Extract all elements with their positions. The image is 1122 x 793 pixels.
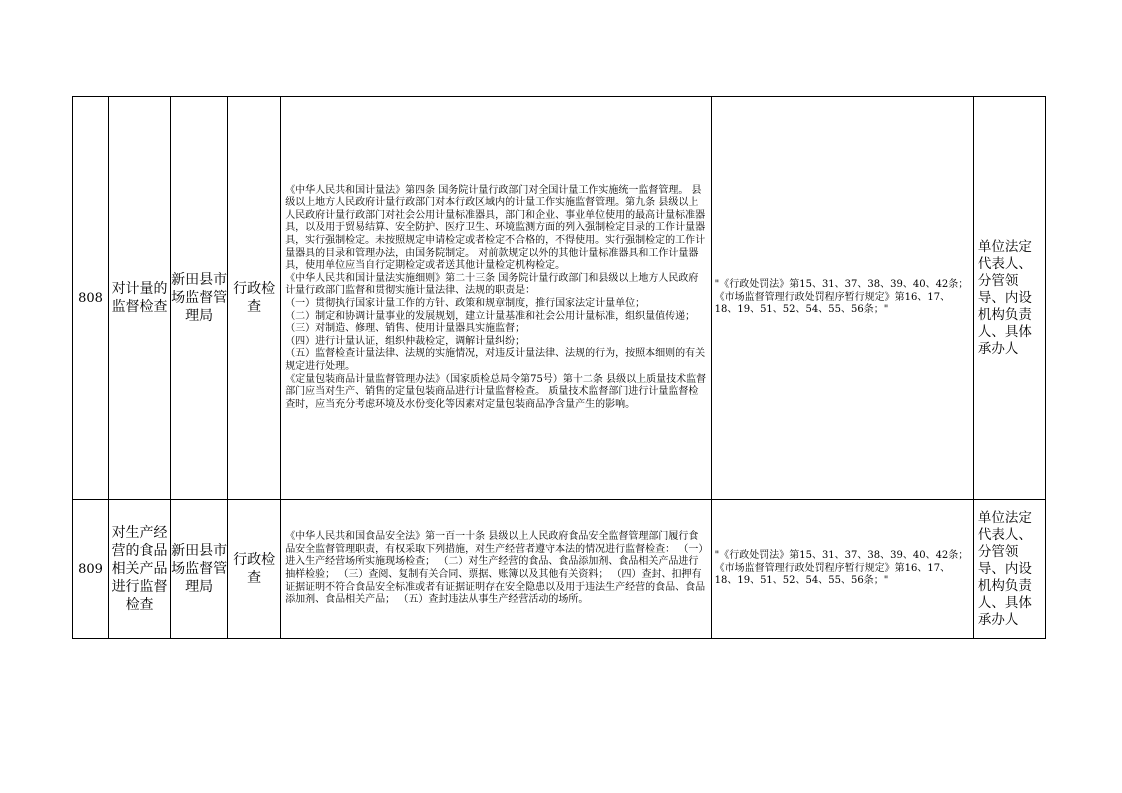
legal-basis-paragraph: （二）制定和协调计量事业的发展规划，建立计量基准和社会公用计量标准，组织量值传递； bbox=[285, 310, 696, 322]
table-row bbox=[73, 97, 1046, 500]
item-name: 对计量的监督检查 bbox=[109, 97, 171, 500]
item-name: 对生产经营的食品相关产品进行监督检查 bbox=[109, 500, 171, 639]
penalty-basis: "《行政处罚法》第15、31、37、38、39、40、42条；《市场监督管理行政处罚程序暂行规定》第16、17、18、19、51、52、54、55、56条；" bbox=[711, 500, 973, 639]
legal-basis-paragraph: （五）监督检查计量法律、法规的实施情况，对违反计量法律、法规的行为，按照本细则的有关规定进行处理。 bbox=[285, 348, 706, 372]
legal-basis-paragraph: 《定量包装商品计量监督管理办法》（国家质检总局令第75号）第十二条 县级以上质量技术监督部门应当对生产、销售的定量包装商品进行计量监督检查。 质量技术监督部门进行计量监督检查时，应当充分考虑环境及水份变化等因素对定量包装商品净含量产生的影响。 bbox=[285, 373, 707, 410]
table-row bbox=[73, 500, 1046, 639]
action-type: 行政检查 bbox=[228, 500, 281, 639]
legal-basis-paragraph: 《中华人民共和国食品安全法》第一百一十条 县级以上人民政府食品安全监督管理部门履行食品安全监督管理职责，有权采取下列措施，对生产经营者遵守本法的情况进行监督检查： （一）进入生产经营场所实施现场检查； （二）对生产经营的食品、食品添加剂、食品相关产品进行抽样检验； （三）查阅、复制有关合同、票据、账簿以及其他有关资料； （四）查封、扣押有证据证明不符合食品安全标准或者有证据证明存在安全隐患以及用于违法生产经营的食品、食品添加剂、食品相关产品； （五）查封违法从事生产经营活动的场所。 bbox=[285, 531, 706, 606]
row-number: 808 bbox=[73, 97, 109, 500]
legal-basis-paragraph: 《中华人民共和国计量法》第四条 国务院计量行政部门对全国计量工作实施统一监督管理。 县级以上地方人民政府计量行政部门对本行政区域内的计量工作实施监督管理。第九条 县级以上人民政府计量行政部门对社会公用计量标准器具，部门和企业、事业单位使用的最高计量标准器具，以及用于贸易结算、安全防护、医疗卫生、环境监测方面的列入强制检定目录的工作计量器具，实行强制检定。未按照规定申请检定或者检定不合格的，不得使用。实行强制检定的工作计量器具的目录和管理办法，由国务院制定。 对前款规定以外的其他计量标准器具和工作计量器具，使用单位应当自行定期检定或者送其他计量检定机构检定。 bbox=[285, 184, 706, 272]
legal-basis-paragraph: （三）对制造、修理、销售、使用计量器具实施监督； bbox=[285, 323, 526, 335]
legal-basis bbox=[281, 97, 711, 500]
legal-basis bbox=[281, 500, 711, 639]
legal-basis-paragraph: （一）贯彻执行国家计量工作的方针、政策和规章制度，推行国家法定计量单位； bbox=[285, 298, 646, 309]
legal-basis-paragraph: （四）进行计量认证，组织仲裁检定，调解计量纠纷； bbox=[285, 335, 526, 347]
legal-basis-paragraph: 《中华人民共和国计量法实施细则》第二十三条 国务院计量行政部门和县级以上地方人民政府计量行政部门监督和贯彻实施计量法律、法规的职责是： bbox=[285, 272, 699, 297]
responsible-persons: 单位法定代表人、分管领导、内设机构负责人、具体承办人 bbox=[973, 500, 1045, 639]
action-type: 行政检查 bbox=[228, 97, 281, 500]
department: 新田县市场监督管理局 bbox=[171, 500, 228, 639]
supervision-table bbox=[72, 96, 1046, 639]
responsible-persons: 单位法定代表人、分管领导、内设机构负责人、具体承办人 bbox=[973, 97, 1045, 500]
department: 新田县市场监督管理局 bbox=[171, 97, 228, 500]
row-number: 809 bbox=[73, 500, 109, 639]
penalty-basis: "《行政处罚法》第15、31、37、38、39、40、42条；《市场监督管理行政处罚程序暂行规定》第16、17、18、19、51、52、54、55、56条；" bbox=[711, 97, 973, 500]
